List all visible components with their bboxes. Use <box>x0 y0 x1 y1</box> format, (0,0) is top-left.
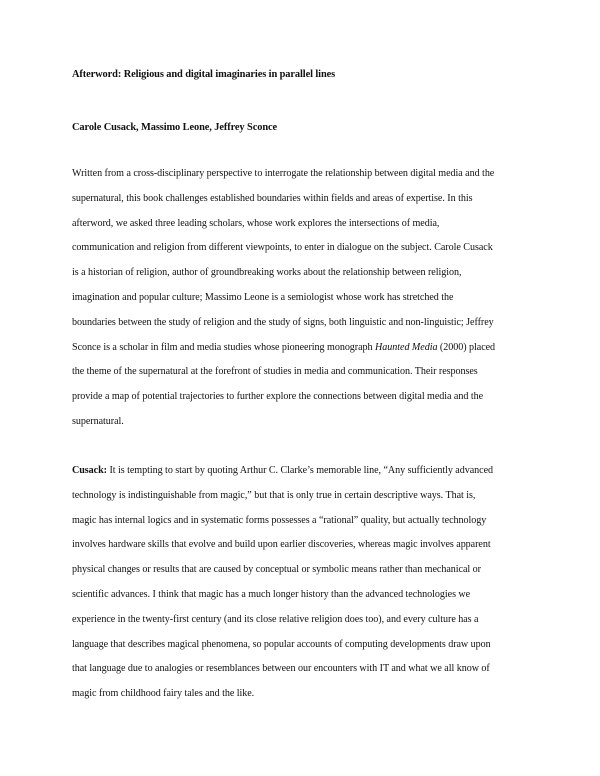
text-line: magic has internal logics and in systematic forms possesses a “rational” quality, but actually technology <box>72 514 487 526</box>
speaker-label: Cusack: <box>72 465 107 476</box>
text-line: provide a map of potential trajectories to further explore the connections between digital media and the <box>72 391 484 403</box>
intro-paragraph <box>72 168 532 441</box>
text-line: communication and religion from different viewpoints, to enter in dialogue on the subject. Carole Cusack <box>72 242 493 254</box>
text-line: imagination and popular culture; Massimo Leone is a semiologist whose work has stretched the <box>72 291 454 303</box>
text-line: supernatural, this book challenges established boundaries within fields and areas of expertise. In this <box>72 192 473 204</box>
text-line: technology is indistinguishable from magic,” but that is only true in certain descriptive ways. That is, <box>72 489 476 501</box>
text-line: Written from a cross-disciplinary perspective to interrogate the relationship between digital media and the <box>72 168 495 179</box>
text-line: magic from childhood fairy tales and the like. <box>72 688 255 700</box>
text-line: involves hardware skills that evolve and build upon earlier discoveries, whereas magic involves apparent <box>72 539 491 551</box>
text-line: experience in the twenty-first century (and its close relative religion does too), and every culture has a <box>72 613 479 625</box>
text-line: language that describes magical phenomena, so popular accounts of computing developments draw upon <box>72 638 491 650</box>
text-segment: (2000) placed <box>437 341 496 353</box>
cusack-response-paragraph <box>72 465 532 713</box>
text-line: boundaries between the study of religion and the study of signs, both linguistic and non-linguistic; Jeffrey <box>72 316 494 328</box>
book-title-haunted-media: Haunted Media <box>375 341 438 353</box>
author-list: Carole Cusack, Massimo Leone, Jeffrey Sconce <box>72 122 278 133</box>
text-segment: Sconce is a scholar in film and media studies whose pioneering monograph <box>72 341 376 353</box>
text-line: the theme of the supernatural at the forefront of studies in media and communication. Their responses <box>72 366 478 378</box>
text-line <box>72 342 532 367</box>
document-title: Afterword: Religious and digital imaginaries in parallel lines <box>72 69 336 80</box>
text-segment: It is tempting to start by quoting Arthur C. Clarke’s memorable line, “Any sufficiently advanced <box>106 465 494 476</box>
text-line: afterword, we asked three leading scholars, whose work explores the intersections of media, <box>72 217 440 229</box>
text-line: physical changes or results that are caused by conceptual or symbolic means rather than mechanical or <box>72 564 481 576</box>
text-line: that language due to analogies or resemblances between our encounters with IT and what we all know of <box>72 663 490 675</box>
text-line: supernatural. <box>72 415 124 427</box>
text-line <box>72 465 532 490</box>
text-line: is a historian of religion, author of groundbreaking works about the relationship between religion, <box>72 267 462 279</box>
text-line: scientific advances. I think that magic has a much longer history than the advanced technologies we <box>72 588 471 600</box>
